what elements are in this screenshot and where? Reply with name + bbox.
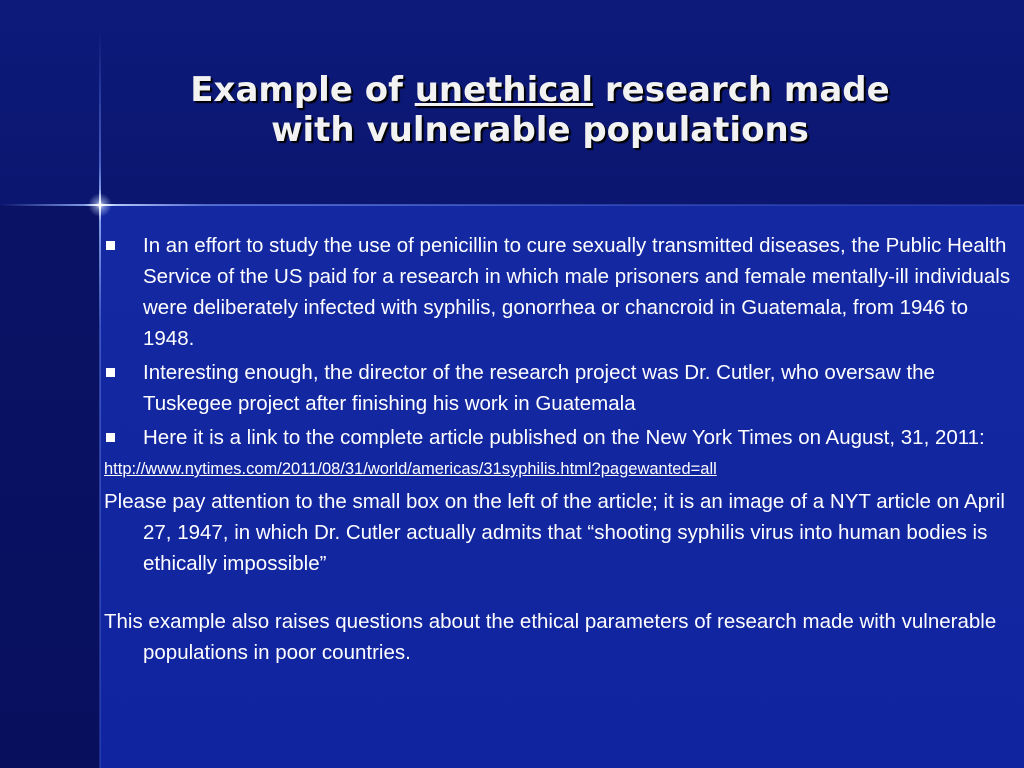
article-link-line (104, 456, 1012, 482)
square-bullet-icon (106, 368, 115, 377)
bullet-item (104, 230, 1012, 354)
title-part2: research made (593, 70, 890, 110)
title-line2: with vulnerable populations (271, 110, 809, 150)
slide-body (104, 230, 1012, 668)
slide-left-margin-band (0, 205, 100, 768)
slide-title (140, 70, 940, 150)
bullet-item (104, 357, 1012, 419)
bullet-text: In an effort to study the use of penicillin to cure sexually transmitted diseases, the Public Health Service of the US paid for a research in which male prisoners and female mentally-ill individuals were deliberately infected with syphilis, gonorrhea or chancroid in Guatemala, from 1946 to 1948. (143, 234, 1011, 350)
paragraph-attention-note: Please pay attention to the small box on the left of the article; it is an image of a NYT article on April 27, 1947, in which Dr. Cutler actually admits that “shooting syphilis virus into human bodies is ethically impossible” (104, 490, 1005, 575)
paragraph-conclusion: This example also raises questions about the ethical parameters of research made with vulnerable populations in poor countries. (104, 610, 997, 664)
nytimes-article-link[interactable]: http://www.nytimes.com/2011/08/31/world/americas/31syphilis.html?pagewanted=all (104, 460, 717, 478)
paragraph-spacer (104, 579, 1012, 606)
vertical-divider-line (99, 30, 101, 768)
bullet-item (104, 422, 1012, 453)
title-part1: Example of (190, 70, 415, 110)
square-bullet-icon (106, 241, 115, 250)
title-underlined-word: unethical (414, 70, 594, 110)
horizontal-divider-line (0, 204, 1024, 206)
bullet-text: Interesting enough, the director of the research project was Dr. Cutler, who oversaw the Tuskegee project after finishing his work in Guatemala (143, 361, 935, 415)
square-bullet-icon (106, 433, 115, 442)
sparkle-icon (84, 189, 116, 221)
bullet-text: Here it is a link to the complete article published on the New York Times on August, 31, 2011: (143, 426, 985, 449)
